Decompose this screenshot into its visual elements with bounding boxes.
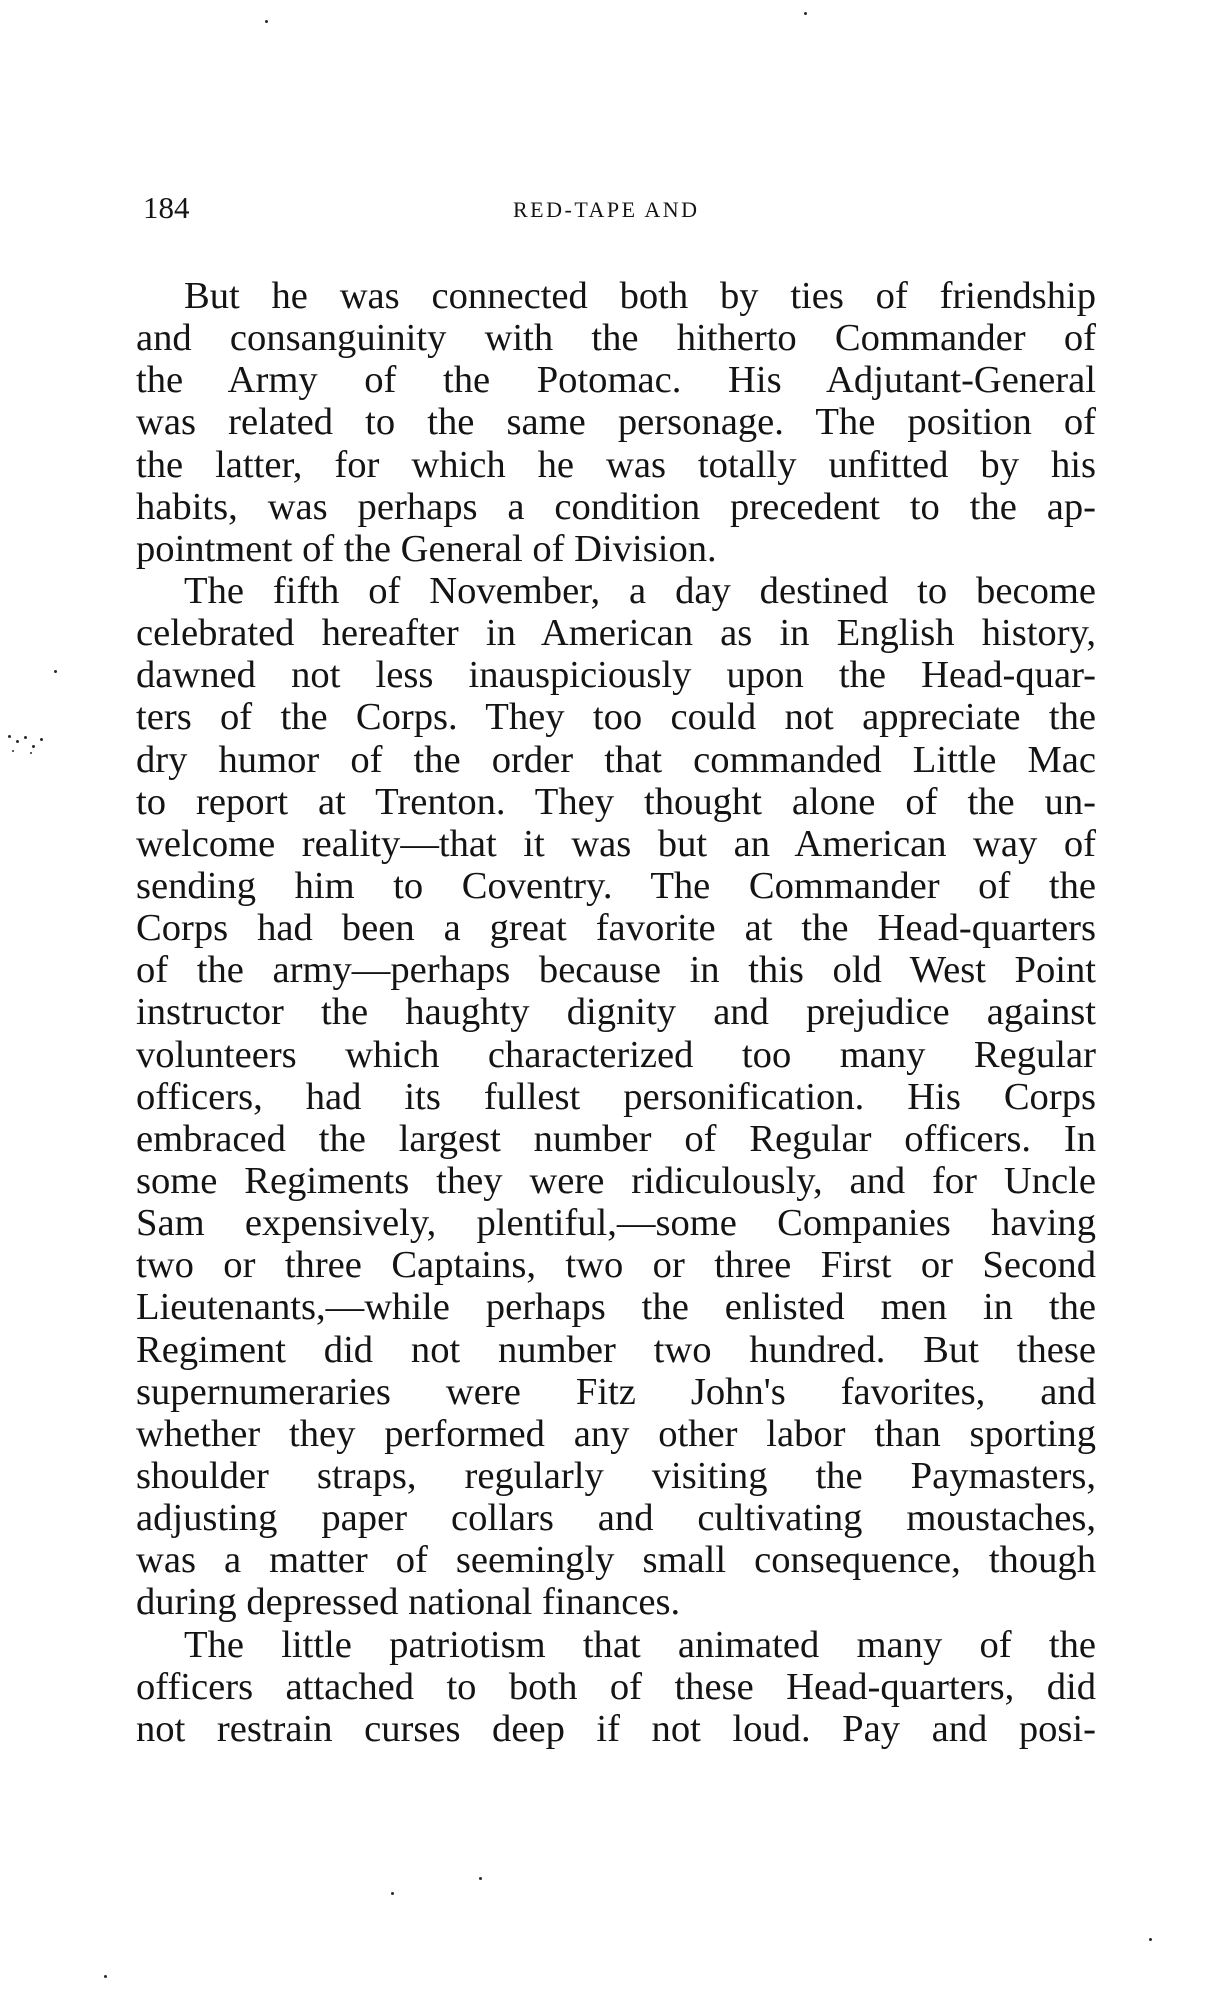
text-line: embraced the largest number of Regular officers. In xyxy=(136,1117,1096,1160)
text-line: But he was connected both by ties of friendship xyxy=(184,275,1096,317)
text-line: shoulder straps, regularly visiting the Paymasters, xyxy=(136,1454,1096,1497)
scan-speck xyxy=(8,735,11,738)
text-line: habits, was perhaps a condition precedent to the ap- xyxy=(136,485,1096,528)
text-line: some Regiments they were ridiculously, and for Uncle xyxy=(136,1159,1096,1202)
text-line: two or three Captains, two or three First or Second xyxy=(136,1244,1096,1287)
text-line: The fifth of November, a day destined to become xyxy=(184,569,1096,612)
text-line: supernumeraries were Fitz John's favorites, and xyxy=(136,1370,1096,1413)
text-line: ters of the Corps. They too could not appreciate the xyxy=(136,696,1096,739)
text-line: was related to the same personage. The position of xyxy=(136,401,1096,444)
scan-speck xyxy=(54,670,57,673)
scan-speck xyxy=(16,740,19,743)
text-line: Regiment did not number two hundred. But these xyxy=(136,1328,1096,1371)
page-header xyxy=(143,188,1099,228)
text-line: The little patriotism that animated many of the xyxy=(184,1623,1096,1666)
text-line: volunteers which characterized too many Regular xyxy=(136,1033,1096,1076)
text-line: of the army—perhaps because in this old West Point xyxy=(136,949,1096,992)
scan-speck xyxy=(12,750,14,752)
text-line: celebrated hereafter in American as in English history, xyxy=(136,612,1096,655)
text-line: officers, had its fullest personification. His Corps xyxy=(136,1075,1096,1118)
text-line: Sam expensively, plentiful,—some Companies having xyxy=(136,1202,1096,1245)
text-line: adjusting paper collars and cultivating moustaches, xyxy=(136,1497,1096,1540)
page-number: 184 xyxy=(143,190,190,225)
running-head: RED-TAPE AND xyxy=(513,197,700,222)
text-line: instructor the haughty dignity and prejudice against xyxy=(136,991,1096,1034)
text-line: officers attached to both of these Head-quarters, did xyxy=(136,1665,1096,1708)
text-line: during depressed national finances. xyxy=(136,1581,681,1624)
scan-speck xyxy=(32,745,35,748)
paragraph-3 xyxy=(136,1624,1096,1750)
scan-speck xyxy=(30,752,32,754)
text-line: dry humor of the order that commanded Little Mac xyxy=(136,738,1096,781)
text-line: was a matter of seemingly small consequence, though xyxy=(136,1539,1096,1582)
scan-speck xyxy=(804,12,807,15)
text-line: welcome reality—that it was but an American way of xyxy=(136,822,1096,865)
text-line: whether they performed any other labor than sporting xyxy=(136,1412,1096,1455)
text-line: the Army of the Potomac. His Adjutant-General xyxy=(136,359,1096,402)
scan-speck xyxy=(24,736,27,739)
text-line: and consanguinity with the hitherto Commander of xyxy=(136,317,1096,360)
text-line: not restrain curses deep if not loud. Pay and posi- xyxy=(136,1707,1096,1750)
scan-speck xyxy=(391,1892,394,1895)
body-text xyxy=(136,275,1096,1750)
paragraph-1 xyxy=(136,275,1096,570)
paragraph-2 xyxy=(136,570,1096,1624)
scan-speck xyxy=(104,1975,107,1978)
scan-speck xyxy=(1149,1938,1152,1941)
text-line: pointment of the General of Division. xyxy=(136,527,717,570)
text-line: Corps had been a great favorite at the Head-quarters xyxy=(136,907,1096,950)
text-line: Lieutenants,—while perhaps the enlisted men in the xyxy=(136,1286,1096,1329)
scan-speck xyxy=(40,738,43,741)
text-line: dawned not less inauspiciously upon the Head-quar- xyxy=(136,654,1096,697)
text-line: the latter, for which he was totally unfitted by his xyxy=(136,443,1096,486)
text-line: sending him to Coventry. The Commander of the xyxy=(136,864,1096,907)
scan-speck xyxy=(265,20,268,23)
text-line: to report at Trenton. They thought alone of the un- xyxy=(136,780,1096,823)
scan-speck xyxy=(479,1877,482,1880)
